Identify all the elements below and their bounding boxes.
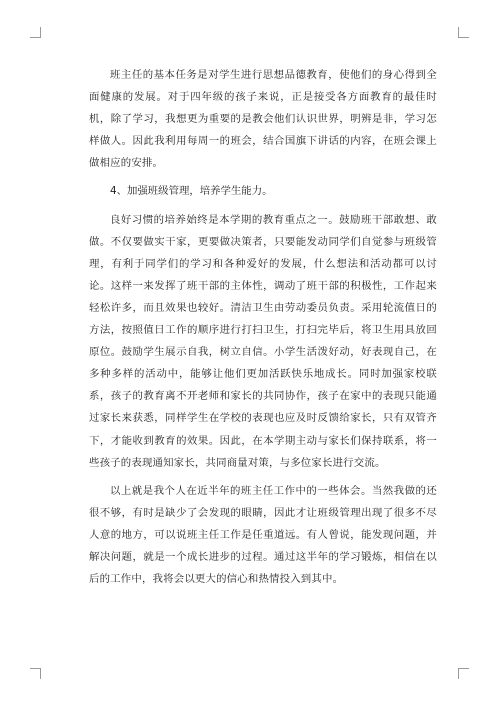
document-body bbox=[89, 64, 437, 590]
crop-mark-top-left bbox=[30, 27, 41, 38]
section-heading-class-management: 4、加强班级管理，培养学生能力。 bbox=[110, 185, 273, 198]
crop-mark-bottom-left bbox=[30, 668, 41, 679]
paragraph-class-teacher-task: 班主任的基本任务是对学生进行思想品德教育，使他们的身心得到全面健康的发展。对于四年级的孩子来说，正是接受各方面教育的最佳时机，除了学习，我想更为重要的是教会他们认识世界，明辨是非，学习怎样做人。因此我利用每周一的班会，结合国旗下讲话的内容，在班会课上做相应的安排。 bbox=[89, 69, 437, 170]
crop-mark-bottom-right bbox=[458, 668, 469, 679]
crop-mark-top-right bbox=[458, 27, 469, 38]
paragraph-conclusion: 以上就是我个人在近半年的班主任工作中的一些体会。当然我做的还很不够，有时是缺少了会发现的眼睛，因此才让班级管理出现了很多不尽人意的地方，可以说班主任工作是任重道远。有人曾说，能发现问题，并解决问题，就是一个成长进步的过程。通过这半年的学习锻炼，相信在以后的工作中，我将会以更大的信心和热情投入到其中。 bbox=[89, 484, 437, 586]
paragraph-habit-cultivation: 良好习惯的培养始终是本学期的教育重点之一。鼓励班干部敢想、敢做。不仅要做实干家，更要做决策者，只要能发动同学们自觉参与班级管理，有利于同学们的学习和各种爱好的发展，什么想法和活动都可以讨论。这样一来发挥了班干部的主体性，调动了班干部的积极性，工作起来轻松许多，而且效果也较好。清洁卫生由劳动委员负责。采用轮流值日的方法，按照值日工作的顺序进行打扫卫生，打扫完毕后，将卫生用具放回原位。鼓励学生展示自我，树立自信。小学生活泼好动，好表现自己，在多种多样的活动中，能够让他们更加活跃快乐地成长。同时加强家校联系，孩子的教育离不开老师和家长的共同协作，孩子在家中的表现只能通过家长来获悉，同样学生在学校的表现也应及时反馈给家长，只有双管齐下，才能收到教育的效果。因此，在本学期主动与家长们保持联系，将一些孩子的表现通知家长，共同商量对策，与多位家长进行交流。 bbox=[89, 213, 437, 469]
